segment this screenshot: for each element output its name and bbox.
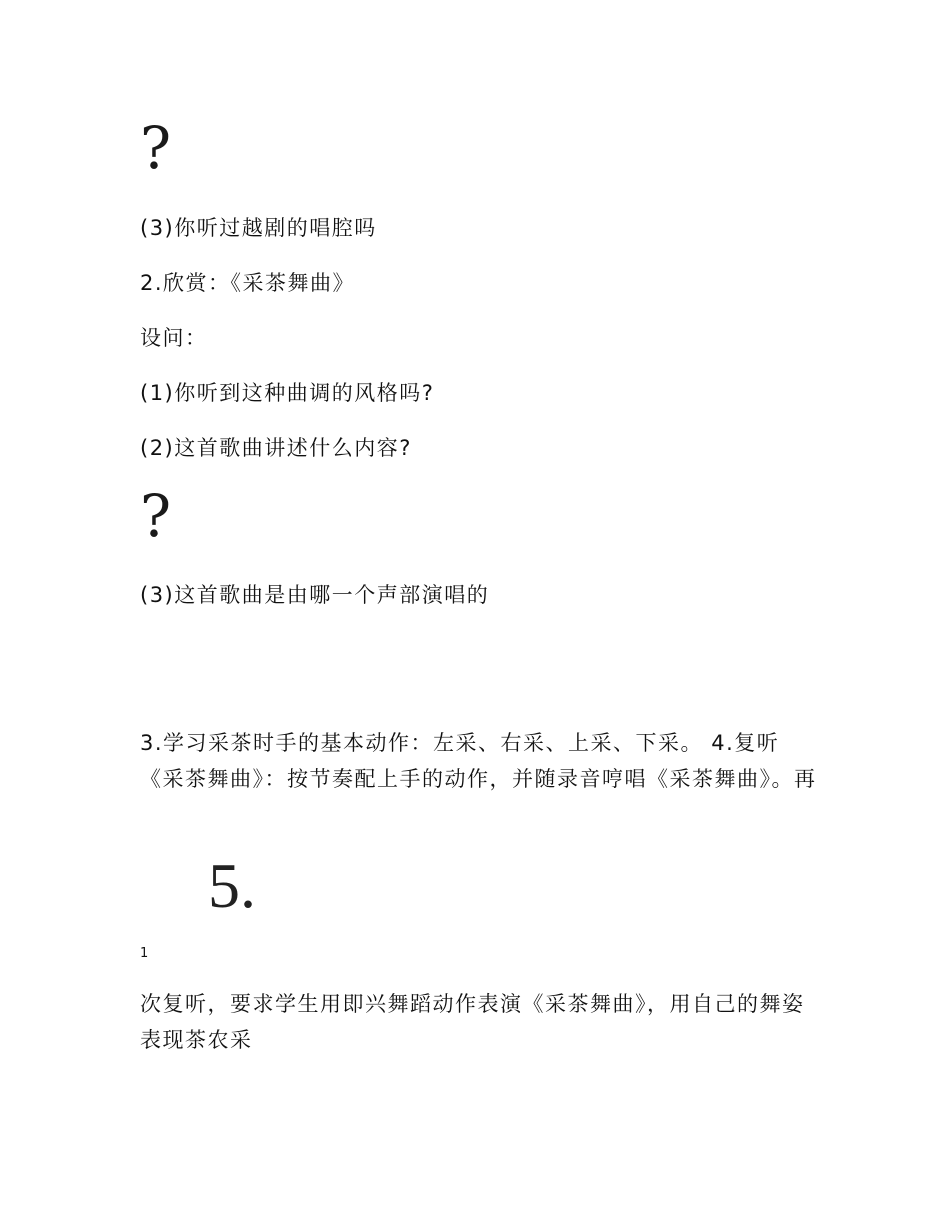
step-five-glyph: 5. [208, 850, 256, 921]
question-1-style: (1)你听到这种曲调的风格吗? [140, 381, 435, 405]
appreciate-heading: 2.欣赏：《采茶舞曲》 [140, 271, 356, 295]
question-mark-glyph: ? [140, 114, 172, 182]
question-3-voice: (3)这首歌曲是由哪一个声部演唱的 [140, 583, 490, 607]
question-2-content: (2)这首歌曲讲述什么内容? [140, 436, 412, 460]
question-3-yueju: (3)你听过越剧的唱腔吗 [140, 216, 377, 240]
set-question-label: 设问： [140, 326, 208, 350]
question-mark-glyph-2: ? [140, 482, 172, 550]
learn-actions-paragraph: 3.学习采茶时手的基本动作：左采、右采、上采、下采。 4.复听《采茶舞曲》：按节奏配上手的动作，并随录音哼唱《采茶舞曲》。再 [140, 731, 817, 791]
footnote-marker: 1 [140, 946, 149, 961]
relisten-paragraph: 次复听，要求学生用即兴舞蹈动作表演《采茶舞曲》，用自己的舞姿表现茶农采 [140, 992, 805, 1052]
